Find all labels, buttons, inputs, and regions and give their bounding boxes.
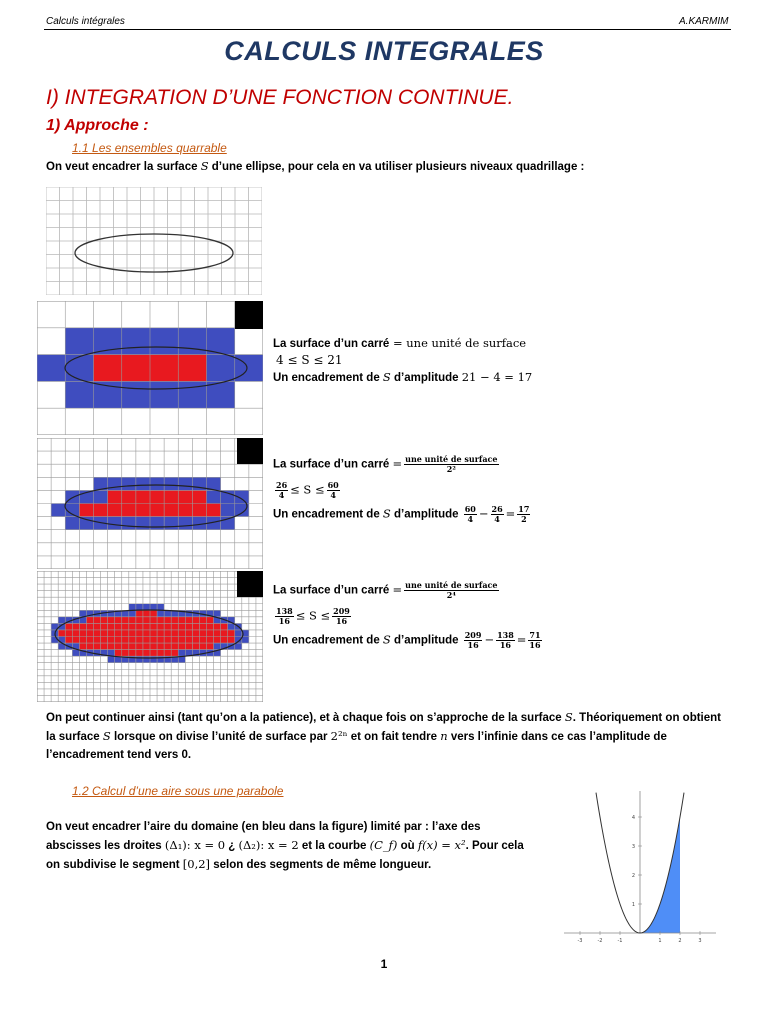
inner-cell — [79, 637, 86, 644]
inner-cell — [157, 617, 164, 624]
inner-cell — [228, 637, 235, 644]
inner-cell — [108, 617, 115, 624]
inner-cell — [86, 630, 93, 637]
inner-cell — [150, 643, 157, 650]
inner-cell — [185, 617, 192, 624]
inner-cell — [199, 643, 206, 650]
header-right: A.KARMIM — [679, 16, 729, 27]
boundary-cell — [129, 604, 136, 611]
boundary-cell — [221, 490, 235, 503]
header-left: Calculs intégrales — [46, 16, 125, 27]
inner-cell — [214, 623, 221, 630]
inner-cell — [192, 504, 206, 517]
inner-cell — [115, 617, 122, 624]
inner-cell — [136, 650, 143, 657]
boundary-cell — [129, 610, 136, 617]
inner-cell — [108, 490, 122, 503]
inner-cell — [207, 643, 214, 650]
x-tick-label: -2 — [597, 938, 603, 944]
inner-cell — [185, 630, 192, 637]
inner-cell — [171, 650, 178, 657]
y-tick-label: 2 — [631, 873, 635, 879]
inner-cell — [136, 630, 143, 637]
boundary-cell — [214, 643, 221, 650]
inner-cell — [136, 504, 150, 517]
inner-cell — [171, 630, 178, 637]
inner-cell — [94, 623, 101, 630]
parabola-plot — [564, 791, 716, 944]
inner-cell — [101, 637, 108, 644]
inner-cell — [79, 643, 86, 650]
inner-cell — [108, 623, 115, 630]
inner-cell — [101, 623, 108, 630]
inner-cell — [207, 504, 221, 517]
inner-cell — [94, 643, 101, 650]
inner-cell — [143, 637, 150, 644]
unit-square — [235, 301, 263, 329]
boundary-cell — [214, 610, 221, 617]
boundary-cell — [143, 656, 150, 663]
inner-cell — [178, 630, 185, 637]
page-number: 1 — [380, 957, 388, 971]
inner-cell — [164, 643, 171, 650]
inner-cell — [164, 490, 178, 503]
step2-line3: Un encadrement de S d’amplitude $\frac{60}{4}$ − $\frac{26}{4}$ = $\frac{17}{2}$ — [273, 504, 530, 524]
inner-cell — [65, 630, 72, 637]
boundary-cell — [136, 517, 150, 530]
inner-cell — [122, 623, 129, 630]
inner-cell — [157, 637, 164, 644]
boundary-cell — [192, 517, 206, 530]
inner-cell — [164, 617, 171, 624]
step1-line2: 4 ≤ S ≤ 21 — [276, 353, 343, 367]
boundary-cell — [122, 477, 136, 490]
inner-cell — [150, 504, 164, 517]
inner-cell — [122, 504, 136, 517]
inner-cell — [150, 650, 157, 657]
inner-cell — [192, 643, 199, 650]
inner-cell — [94, 637, 101, 644]
inner-cell — [86, 643, 93, 650]
inner-cell — [115, 643, 122, 650]
boundary-cell — [221, 504, 235, 517]
inner-cell — [178, 637, 185, 644]
inner-cell — [164, 504, 178, 517]
inner-cell — [136, 643, 143, 650]
inner-cell — [79, 630, 86, 637]
x-tick-label: 1 — [658, 938, 662, 944]
inner-cell — [94, 504, 108, 517]
inner-cell — [72, 630, 79, 637]
boundary-cell — [94, 490, 108, 503]
inner-cell — [192, 630, 199, 637]
boundary-cell — [185, 610, 192, 617]
boundary-cell — [37, 355, 65, 382]
grid-level-3-figure — [37, 571, 263, 702]
inner-cell — [157, 630, 164, 637]
inner-cell — [58, 630, 65, 637]
subsection-heading: 1) Approche : — [46, 117, 149, 134]
inner-cell — [199, 623, 206, 630]
y-tick-label: 3 — [631, 844, 635, 850]
y-tick-label: 4 — [631, 815, 635, 821]
inner-cell — [143, 630, 150, 637]
inner-cell — [207, 623, 214, 630]
boundary-cell — [242, 637, 249, 644]
inner-cell — [136, 637, 143, 644]
grid-lines — [46, 187, 262, 295]
boundary-cell — [164, 517, 178, 530]
boundary-cell — [164, 477, 178, 490]
inner-cell — [171, 617, 178, 624]
boundary-cell — [122, 517, 136, 530]
grid-ellipse-figure — [46, 187, 262, 295]
inner-cell — [214, 630, 221, 637]
inner-cell — [129, 643, 136, 650]
area-under-curve — [640, 817, 680, 933]
inner-cell — [108, 504, 122, 517]
inner-cell — [143, 643, 150, 650]
inner-cell — [94, 617, 101, 624]
boundary-cell — [207, 381, 235, 408]
inner-cell — [101, 617, 108, 624]
inner-cell — [192, 637, 199, 644]
inner-cell — [129, 637, 136, 644]
inner-cell — [207, 637, 214, 644]
page-title: CALCULS INTEGRALES — [224, 36, 544, 66]
inner-cell — [157, 643, 164, 650]
inner-cell — [122, 630, 129, 637]
inner-cell — [207, 617, 214, 624]
inner-cell — [185, 643, 192, 650]
parabola-graph — [560, 787, 720, 947]
boundary-cell — [150, 517, 164, 530]
step2-line1: La surface d’un carré = $\frac{\text{une unité de surface}}{\text{2²}}$ — [273, 454, 498, 474]
boundary-cell — [72, 650, 79, 657]
inner-cell — [143, 610, 150, 617]
inner-cell — [221, 630, 228, 637]
boundary-cell — [94, 650, 101, 657]
inner-cell — [214, 637, 221, 644]
inner-cell — [129, 617, 136, 624]
inner-cell — [150, 637, 157, 644]
boundary-cell — [136, 656, 143, 663]
inner-cell — [101, 643, 108, 650]
grid-level-2-cells — [37, 438, 263, 569]
inner-cell — [192, 490, 206, 503]
inner-cell — [199, 637, 206, 644]
x-tick-label: -3 — [577, 938, 583, 944]
boundary-cell — [207, 328, 235, 355]
inner-cell — [108, 637, 115, 644]
subsubsection-heading-2: 1.2 Calcul d’une aire sous une parabole — [72, 784, 284, 798]
inner-cell — [157, 650, 164, 657]
inner-cell — [136, 610, 143, 617]
inner-cell — [150, 617, 157, 624]
inner-cell — [136, 490, 150, 503]
step1-line1: La surface d’un carré = une unité de surface — [273, 336, 527, 350]
inner-cell — [178, 643, 185, 650]
boundary-cell — [164, 610, 171, 617]
inner-cell — [157, 623, 164, 630]
boundary-cell — [143, 604, 150, 611]
inner-cell — [207, 630, 214, 637]
boundary-cell — [178, 650, 185, 657]
inner-cell — [164, 637, 171, 644]
step2-line2: $\frac{26}{4}$ ≤ S ≤ $\frac{60}{4}$ — [276, 480, 339, 500]
inner-cell — [122, 650, 129, 657]
section-heading: I) INTEGRATION D’UNE FONCTION CONTINUE. — [46, 86, 514, 109]
boundary-cell — [178, 517, 192, 530]
y-tick-label: 1 — [631, 902, 635, 908]
inner-cell — [94, 630, 101, 637]
inner-cell — [199, 630, 206, 637]
inner-cell — [108, 630, 115, 637]
boundary-cell — [136, 477, 150, 490]
step3-line1: La surface d’un carré = $\frac{\text{une unité de surface}}{\text{2⁴}}$ — [273, 580, 498, 600]
inner-cell — [178, 490, 192, 503]
inner-cell — [115, 650, 122, 657]
inner-cell — [115, 637, 122, 644]
boundary-cell — [150, 604, 157, 611]
inner-cell — [79, 504, 93, 517]
inner-cell — [108, 643, 115, 650]
x-tick-label: -1 — [617, 938, 623, 944]
intro-text: On veut encadrer la surface S d’une ellipse, pour cela en va utiliser plusieurs niveaux quadrillage : — [46, 159, 585, 173]
inner-cell — [86, 637, 93, 644]
conclusion-paragraph: On peut continuer ainsi (tant qu’on a la patience), et à chaque fois on s’approche de la surface S. Théoriquement on obtient la surface S lorsque on divise l’unité de surface par 2²ⁿ et on fait tendre n vers l’infinie dans ce cas l’amplitude de l’encadrement tend vers 0. — [46, 710, 721, 761]
grid-level-2-figure — [37, 438, 263, 569]
unit-square — [237, 571, 263, 597]
inner-cell — [143, 650, 150, 657]
boundary-cell — [136, 604, 143, 611]
inner-cell — [79, 623, 86, 630]
boundary-cell — [65, 328, 93, 355]
inner-cell — [72, 637, 79, 644]
boundary-cell — [157, 610, 164, 617]
boundary-cell — [228, 623, 235, 630]
inner-cell — [171, 637, 178, 644]
inner-cell — [143, 623, 150, 630]
inner-cell — [136, 617, 143, 624]
parabola-paragraph: On veut encadrer l’aire du domaine (en bleu dans la figure) limité par : l’axe des abscisses les droites (Δ₁): x = 0 ¿ (Δ₂): x = 2 et la courbe (C_f) où f(x) = x². Pour cela on subdivise le segment [0,2] selon des segments de même longueur. — [46, 821, 524, 871]
inner-cell — [228, 630, 235, 637]
inner-cell — [65, 623, 72, 630]
boundary-cell — [235, 490, 249, 503]
step3-line2: $\frac{138}{16}$ ≤ S ≤ $\frac{209}{16}$ — [276, 606, 350, 626]
boundary-cell — [178, 477, 192, 490]
unit-square — [237, 438, 263, 464]
inner-cell — [199, 617, 206, 624]
inner-cell — [86, 623, 93, 630]
inner-cell — [122, 643, 129, 650]
inner-cell — [164, 623, 171, 630]
inner-cell — [150, 623, 157, 630]
inner-cell — [221, 637, 228, 644]
inner-cell — [221, 623, 228, 630]
inner-cell — [115, 623, 122, 630]
inner-cell — [86, 617, 93, 624]
inner-cell — [185, 623, 192, 630]
inner-cell — [192, 623, 199, 630]
inner-cell — [72, 623, 79, 630]
ellipse-outline — [65, 347, 247, 389]
boundary-cell — [150, 656, 157, 663]
inner-cell — [122, 617, 129, 624]
boundary-cell — [157, 604, 164, 611]
boundary-cell — [51, 504, 65, 517]
inner-cell — [178, 504, 192, 517]
inner-cell — [171, 623, 178, 630]
inner-cell — [164, 630, 171, 637]
step3-line3: Un encadrement de S d’amplitude $\frac{209}{16}$ − $\frac{138}{16}$ = $\frac{71}{16}$ — [273, 630, 541, 650]
inner-cell — [129, 623, 136, 630]
grid-level-3-cells — [37, 571, 263, 702]
inner-cell — [122, 637, 129, 644]
inner-cell — [122, 490, 136, 503]
inner-cell — [178, 617, 185, 624]
boundary-cell — [65, 517, 79, 530]
boundary-cell — [150, 477, 164, 490]
header-rule — [44, 29, 731, 30]
inner-cell — [101, 630, 108, 637]
inner-cell — [164, 650, 171, 657]
inner-cell — [115, 630, 122, 637]
inner-cell — [178, 623, 185, 630]
inner-cell — [185, 637, 192, 644]
inner-cell — [192, 617, 199, 624]
boundary-cell — [65, 381, 93, 408]
x-tick-label: 3 — [698, 938, 702, 944]
inner-cell — [129, 650, 136, 657]
inner-cell — [150, 610, 157, 617]
boundary-cell — [108, 656, 115, 663]
x-tick-label: 2 — [678, 938, 682, 944]
inner-cell — [136, 623, 143, 630]
boundary-cell — [108, 517, 122, 530]
inner-cell — [65, 637, 72, 644]
inner-cell — [171, 643, 178, 650]
inner-cell — [129, 630, 136, 637]
step1-line3: Un encadrement de S d’amplitude 21 − 4 = 17 — [273, 370, 533, 384]
boundary-cell — [235, 630, 242, 637]
boundary-cell — [207, 490, 221, 503]
grid-level-1-figure — [37, 301, 263, 435]
inner-cell — [150, 630, 157, 637]
subsubsection-heading-1: 1.1 Les ensembles quarrable — [72, 141, 227, 155]
boundary-cell — [157, 656, 164, 663]
inner-cell — [143, 617, 150, 624]
inner-cell — [150, 490, 164, 503]
boundary-cell — [58, 617, 65, 624]
